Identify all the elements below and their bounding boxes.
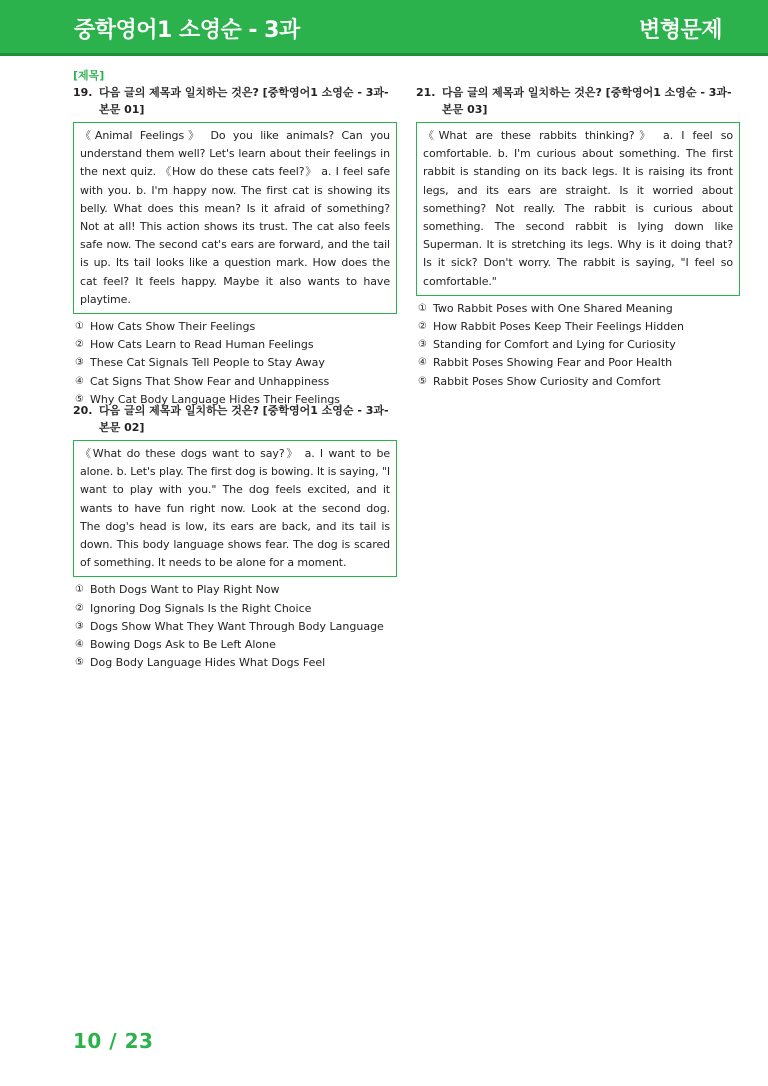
option-number: ② (418, 321, 427, 333)
option-item[interactable] (418, 354, 740, 372)
option-item[interactable] (75, 318, 397, 336)
option-number: ③ (75, 620, 84, 632)
option-number: ④ (418, 357, 427, 369)
option-item[interactable] (75, 636, 397, 654)
option-text: Rabbit Poses Showing Fear and Poor Health (433, 356, 673, 370)
option-number: ③ (75, 357, 84, 369)
option-text: Dogs Show What They Want Through Body Language (90, 619, 384, 633)
question-19 (73, 84, 397, 409)
option-item[interactable] (418, 318, 740, 336)
option-item[interactable] (75, 354, 397, 372)
question-prompt: 다음 글의 제목과 일치하는 것은? [중학영어1 소영순 - 3과-본문 01] (99, 86, 389, 116)
option-number: ④ (75, 639, 84, 651)
option-number: ③ (418, 339, 427, 351)
question-header (416, 84, 740, 118)
option-text: Why Cat Body Language Hides Their Feelings (90, 392, 341, 406)
options-list (73, 318, 397, 409)
passage-box: 《What are these rabbits thinking?》 a. I feel so comfortable. b. I'm curious about something. The first rabbit is standing on its back legs. It is raising its front legs, and its ears are straight. Is it worried about something? Not really. The rabbit is curious about something. The second rabbit is lying down like Superman. It is stretching its legs. Why is it doing that? Is it sick? Don't worry. The rabbit is saying, "I feel so comfortable." (416, 122, 740, 296)
header-title: 중학영어1 소영순 - 3과 (74, 18, 300, 43)
option-item[interactable] (418, 300, 740, 318)
option-item[interactable] (75, 618, 397, 636)
question-number: 19. (73, 86, 93, 99)
option-item[interactable] (75, 336, 397, 354)
option-item[interactable] (75, 373, 397, 391)
question-number: 20. (73, 404, 93, 417)
question-20 (73, 402, 397, 672)
option-text: Two Rabbit Poses with One Shared Meaning (433, 301, 673, 315)
option-text: These Cat Signals Tell People to Stay Away (90, 356, 325, 370)
option-number: ⑤ (75, 657, 84, 669)
question-21 (416, 84, 740, 391)
option-text: Standing for Comfort and Lying for Curiosity (433, 338, 676, 352)
option-text: Cat Signs That Show Fear and Unhappiness (90, 374, 330, 388)
question-header (73, 84, 397, 118)
options-list (416, 300, 740, 391)
option-text: Dog Body Language Hides What Dogs Feel (90, 656, 326, 670)
option-text: How Cats Learn to Read Human Feelings (90, 338, 314, 352)
header-badge: 변형문제 (638, 18, 722, 43)
option-text: Ignoring Dog Signals Is the Right Choice (90, 601, 312, 615)
option-number: ① (75, 584, 84, 596)
question-prompt: 다음 글의 제목과 일치하는 것은? [중학영어1 소영순 - 3과-본문 02] (99, 404, 389, 434)
option-number: ⑤ (75, 393, 84, 405)
question-prompt: 다음 글의 제목과 일치하는 것은? [중학영어1 소영순 - 3과-본문 03] (442, 86, 732, 116)
option-number: ② (75, 602, 84, 614)
option-number: ⑤ (418, 375, 427, 387)
option-item[interactable] (75, 654, 397, 672)
option-text: How Rabbit Poses Keep Their Feelings Hidden (433, 320, 684, 334)
option-number: ① (75, 321, 84, 333)
question-number: 21. (416, 86, 436, 99)
section-tag: [제목] (73, 69, 105, 82)
page-header (0, 0, 768, 56)
option-text: Bowing Dogs Ask to Be Left Alone (90, 638, 276, 652)
options-list (73, 581, 397, 672)
option-item[interactable] (75, 600, 397, 618)
option-item[interactable] (418, 336, 740, 354)
passage-box: 《Animal Feelings》 Do you like animals? Can you understand them well? Let's learn about their feelings in the next quiz. 《How do these cats feel?》 a. I feel safe with you. b. I'm happy now. The first cat is showing its belly. What does this mean? Is it afraid of something? Not at all! This action shows its trust. The cat also feels safe now. The second cat's ears are forward, and the tail is up. Its tail looks like a question mark. How does the cat feel? It feels happy. Maybe it also wants to have playtime. (73, 122, 397, 314)
page-number: 10 / 23 (73, 1029, 154, 1053)
option-text: Both Dogs Want to Play Right Now (90, 583, 280, 597)
option-item[interactable] (418, 373, 740, 391)
option-number: ① (418, 302, 427, 314)
option-number: ④ (75, 375, 84, 387)
question-header (73, 402, 397, 436)
passage-box: 《What do these dogs want to say?》 a. I want to be alone. b. Let's play. The first dog is bowing. It is saying, "I want to play with you." The dog feels excited, and it wants to have fun right now. Look at the second dog. The dog's head is low, its ears are back, and its tail is down. This body language shows fear. The dog is scared of something. It needs to be alone for a moment. (73, 440, 397, 577)
option-text: How Cats Show Their Feelings (90, 320, 256, 334)
option-number: ② (75, 339, 84, 351)
option-item[interactable] (75, 581, 397, 599)
option-text: Rabbit Poses Show Curiosity and Comfort (433, 374, 661, 388)
